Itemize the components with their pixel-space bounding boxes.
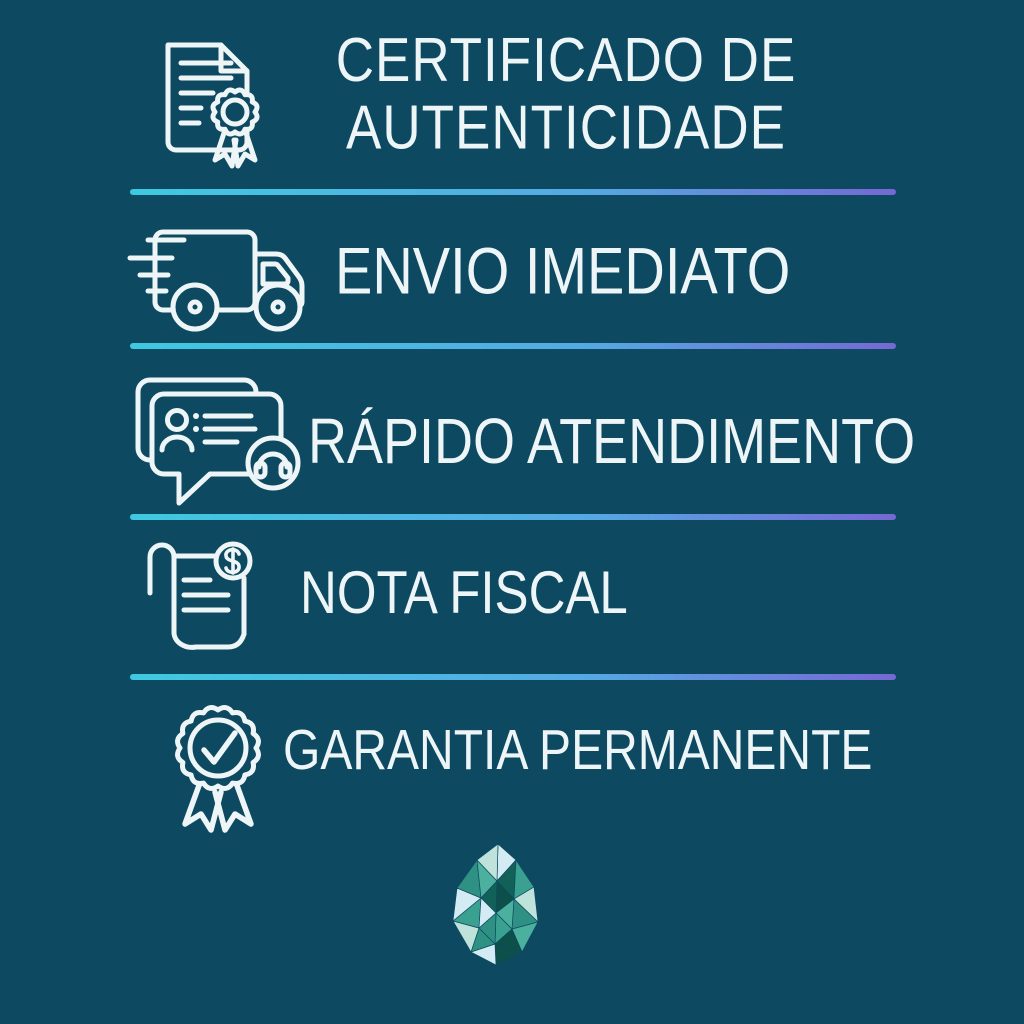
- delivery-truck-icon: [126, 228, 312, 332]
- section-divider: [130, 343, 896, 349]
- feature-label-line2: AUTENTICIDADE: [346, 92, 786, 163]
- feature-row-envio: [335, 225, 790, 315]
- section-divider: [130, 189, 896, 195]
- section-divider: [130, 674, 896, 680]
- feature-label-nota: NOTA FISCAL: [300, 558, 628, 626]
- certificate-seal-icon: [155, 38, 267, 172]
- invoice-scroll-icon: [140, 535, 316, 661]
- chat-headset-icon: [133, 376, 305, 508]
- feature-row-garantia: [283, 705, 872, 795]
- feature-row-atendimento: [308, 397, 915, 487]
- feature-row-nota: [300, 547, 628, 637]
- award-ribbon-icon: [168, 700, 268, 834]
- feature-label-certificado: [280, 27, 852, 162]
- feature-label-envio: ENVIO IMEDIATO: [335, 232, 791, 308]
- faceted-gem-logo: [446, 842, 543, 974]
- feature-label-line1: CERTIFICADO DE: [335, 25, 797, 96]
- section-divider: [130, 514, 896, 520]
- feature-label-garantia: GARANTIA PERMANENTE: [283, 718, 873, 782]
- feature-label-atendimento: RÁPIDO ATENDIMENTO: [308, 406, 916, 478]
